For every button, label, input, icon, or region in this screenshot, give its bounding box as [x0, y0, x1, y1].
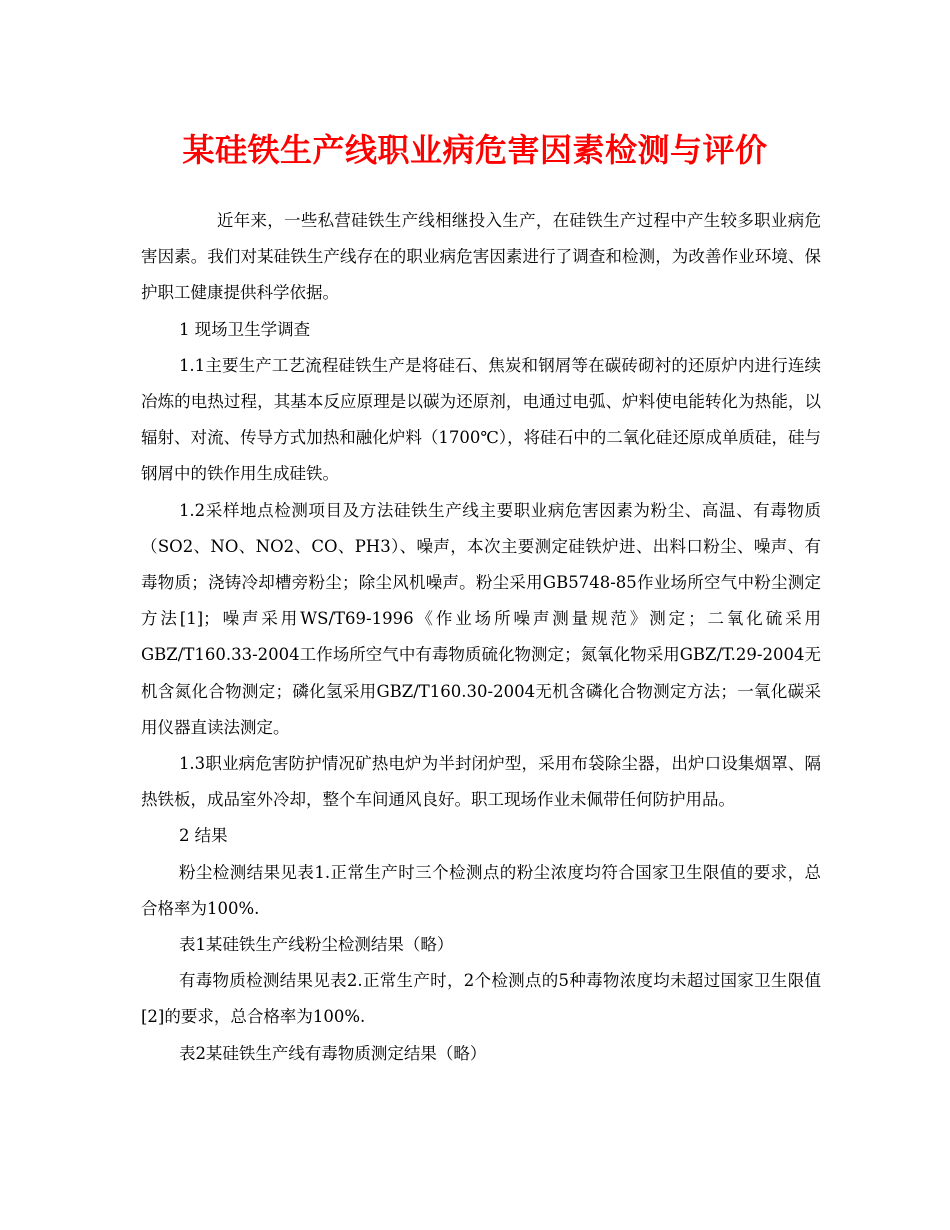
paragraph-1-1: 1.1主要生产工艺流程硅铁生产是将硅石、焦炭和钢屑等在碳砖砌衬的还原炉内进行连续冶炼的电热过程，其基本反应原理是以碳为还原剂，电通过电弧、炉料使电能转化为热能，以辐射、对流、传导方式加热和融化炉料（1700℃），将硅石中的二氧化硅还原成单质硅，硅与钢屑中的铁作用生成硅铁。: [141, 355, 821, 484]
paragraph-1-3: 1.3职业病危害防护情况矿热电炉为半封闭炉型，采用布袋除尘器，出炉口设集烟罩、隔热铁板，成品室外冷却，整个车间通风良好。职工现场作业未佩带任何防护用品。: [141, 754, 821, 810]
paragraph-1-2: 1.2采样地点检测项目及方法硅铁生产线主要职业病危害因素为粉尘、高温、有毒物质（SO2、NO、NO2、CO、PH3）、噪声，本次主要测定硅铁炉进、出料口粉尘、噪声、有毒物质；浇铸冷却槽旁粉尘；除尘风机噪声。粉尘采用GB5748-85作业场所空气中粉尘测定方法[1]；噪声采用WS/T69-1996《作业场所噪声测量规范》测定；二氧化硫采用GBZ/T160.33-2004工作场所空气中有毒物质硫化物测定；氮氧化物采用GBZ/T.29-2004无机含氮化合物测定；磷化氢采用GBZ/T160.30-2004无机含磷化合物测定方法；一氧化碳采用仪器直读法测定。: [141, 500, 821, 737]
table-caption-2: 表2某硅铁生产线有毒物质测定结果（略）: [178, 1043, 487, 1063]
section-heading-1: 1 现场卫生学调查: [178, 319, 311, 339]
document-body: [141, 203, 821, 1072]
section-heading-2: 2 结果: [178, 826, 228, 846]
document-title: 某硅铁生产线职业病危害因素检测与评价: [182, 131, 768, 169]
table-caption-1: 表1某硅铁生产线粉尘检测结果（略）: [178, 935, 454, 955]
paragraph-toxic-results: 有毒物质检测结果见表2.正常生产时，2个检测点的5种毒物浓度均未超过国家卫生限值[2]的要求，总合格率为100%.: [141, 971, 821, 1027]
paragraph-dust-results: 粉尘检测结果见表1.正常生产时三个检测点的粉尘浓度均符合国家卫生限值的要求，总合格率为100%.: [141, 862, 821, 918]
paragraph-intro: 近年来，一些私营硅铁生产线相继投入生产，在硅铁生产过程中产生较多职业病危害因素。我们对某硅铁生产线存在的职业病危害因素进行了调查和检测，为改善作业环境、保护职工健康提供科学依据。: [141, 211, 821, 303]
